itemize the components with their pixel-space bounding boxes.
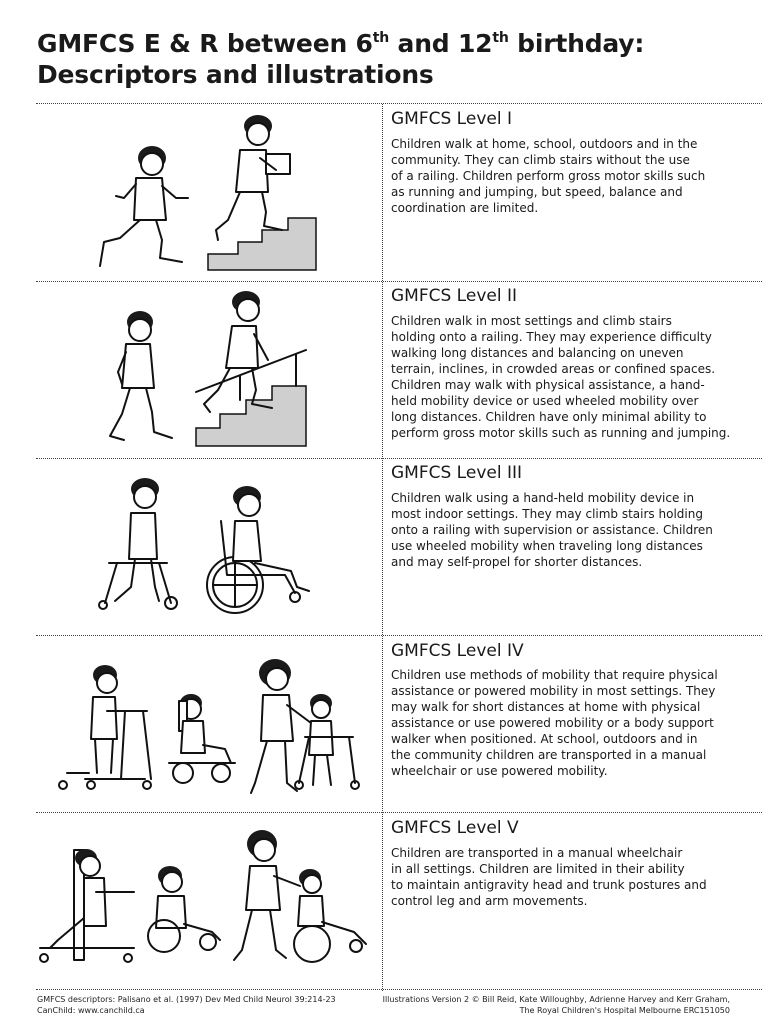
level-1-description: [391, 136, 741, 216]
title-sup-2: th: [492, 30, 509, 46]
footer-citation: [37, 994, 336, 1016]
title-text-c: birthday:: [508, 29, 645, 58]
level-3-line: use wheeled mobility when traveling long distances: [391, 539, 703, 553]
level-4-line: assistance or use powered mobility or a body support: [391, 716, 714, 730]
level-2-line: terrain, inclines, in crowded areas or confined spaces.: [391, 362, 716, 376]
level-2-line: holding onto a railing. They may experience difficulty: [391, 330, 712, 344]
level-3-line: most indoor settings. They may climb stairs holding: [391, 507, 703, 521]
level-3-title: GMFCS Level III: [391, 463, 523, 483]
footer-credits: [383, 994, 730, 1016]
level-2-description: [391, 313, 741, 441]
level-4-line: wheelchair or use powered mobility.: [391, 764, 608, 778]
divider: [36, 458, 762, 459]
title-text-b: and 12: [389, 29, 493, 58]
level-5-description: [391, 845, 741, 909]
level-2-line: walking long distances and balancing on uneven: [391, 346, 684, 360]
title-line-1: [37, 28, 644, 59]
assisted-mobility-illustration: [55, 645, 365, 800]
level-1-illustration: [90, 112, 330, 274]
level-2-illustration: [100, 290, 340, 452]
page-title: [37, 28, 644, 90]
level-3-description: [391, 490, 741, 570]
level-4-line: walker when positioned. At school, outdoors and in: [391, 732, 698, 746]
footer-citation-line: GMFCS descriptors: Palisano et al. (1997) Dev Med Child Neurol 39:214-23: [37, 995, 336, 1004]
divider: [36, 989, 762, 990]
divider: [36, 812, 762, 813]
level-4-line: may walk for short distances at home with physical: [391, 700, 701, 714]
level-2-line: Children walk in most settings and climb stairs: [391, 314, 672, 328]
level-3-line: Children walk using a hand-held mobility device in: [391, 491, 695, 505]
level-3-line: and may self-propel for shorter distances.: [391, 555, 643, 569]
level-4-line: assistance or powered mobility in most settings. They: [391, 684, 716, 698]
running-and-stair-climbing-children-illustration: [90, 112, 330, 274]
level-2-line: held mobility device or used wheeled mobility over: [391, 394, 699, 408]
level-1-line: coordination are limited.: [391, 201, 539, 215]
level-4-illustration: [55, 645, 365, 800]
level-1-line: Children walk at home, school, outdoors and in the: [391, 137, 698, 151]
walking-and-railing-stairs-illustration: [100, 290, 340, 452]
divider: [36, 281, 762, 282]
manual-wheelchair-transport-illustration: [38, 822, 373, 972]
level-2-line: long distances. Children have only minimal ability to: [391, 410, 707, 424]
title-sup-1: th: [372, 30, 390, 46]
level-2-title: GMFCS Level II: [391, 286, 517, 306]
walker-and-wheelchair-illustration: [95, 467, 335, 629]
level-4-line: Children use methods of mobility that require physical: [391, 668, 718, 682]
level-1-line: as running and jumping, but speed, balance and: [391, 185, 683, 199]
level-1-line: of a railing. Children perform gross motor skills such: [391, 169, 706, 183]
title-text-a: GMFCS E & R between 6: [37, 29, 373, 58]
divider: [36, 635, 762, 636]
level-5-line: Children are transported in a manual wheelchair: [391, 846, 683, 860]
level-1-line: community. They can climb stairs without the use: [391, 153, 690, 167]
divider: [36, 103, 762, 104]
level-5-line: to maintain antigravity head and trunk postures and: [391, 878, 707, 892]
level-3-illustration: [95, 467, 335, 629]
level-4-line: the community children are transported in a manual: [391, 748, 707, 762]
level-5-illustration: [38, 822, 373, 972]
level-2-line: perform gross motor skills such as running and jumping.: [391, 426, 731, 440]
title-line-2: Descriptors and illustrations: [37, 60, 434, 89]
level-5-line: control leg and arm movements.: [391, 894, 588, 908]
footer-credits-line: Illustrations Version 2 © Bill Reid, Kate Willoughby, Adrienne Harvey and Kerr Graham,: [382, 995, 730, 1004]
level-2-line: Children may walk with physical assistance, a hand-: [391, 378, 705, 392]
level-5-line: in all settings. Children are limited in their ability: [391, 862, 685, 876]
level-3-line: onto a railing with supervision or assistance. Children: [391, 523, 713, 537]
level-1-title: GMFCS Level I: [391, 109, 512, 129]
level-4-description: [391, 667, 741, 779]
footer-website: CanChild: www.canchild.ca: [37, 1006, 145, 1015]
level-4-title: GMFCS Level IV: [391, 641, 524, 661]
column-divider: [382, 104, 383, 991]
footer-credits-line: The Royal Children's Hospital Melbourne ERC151050: [519, 1006, 730, 1015]
level-5-title: GMFCS Level V: [391, 818, 519, 838]
